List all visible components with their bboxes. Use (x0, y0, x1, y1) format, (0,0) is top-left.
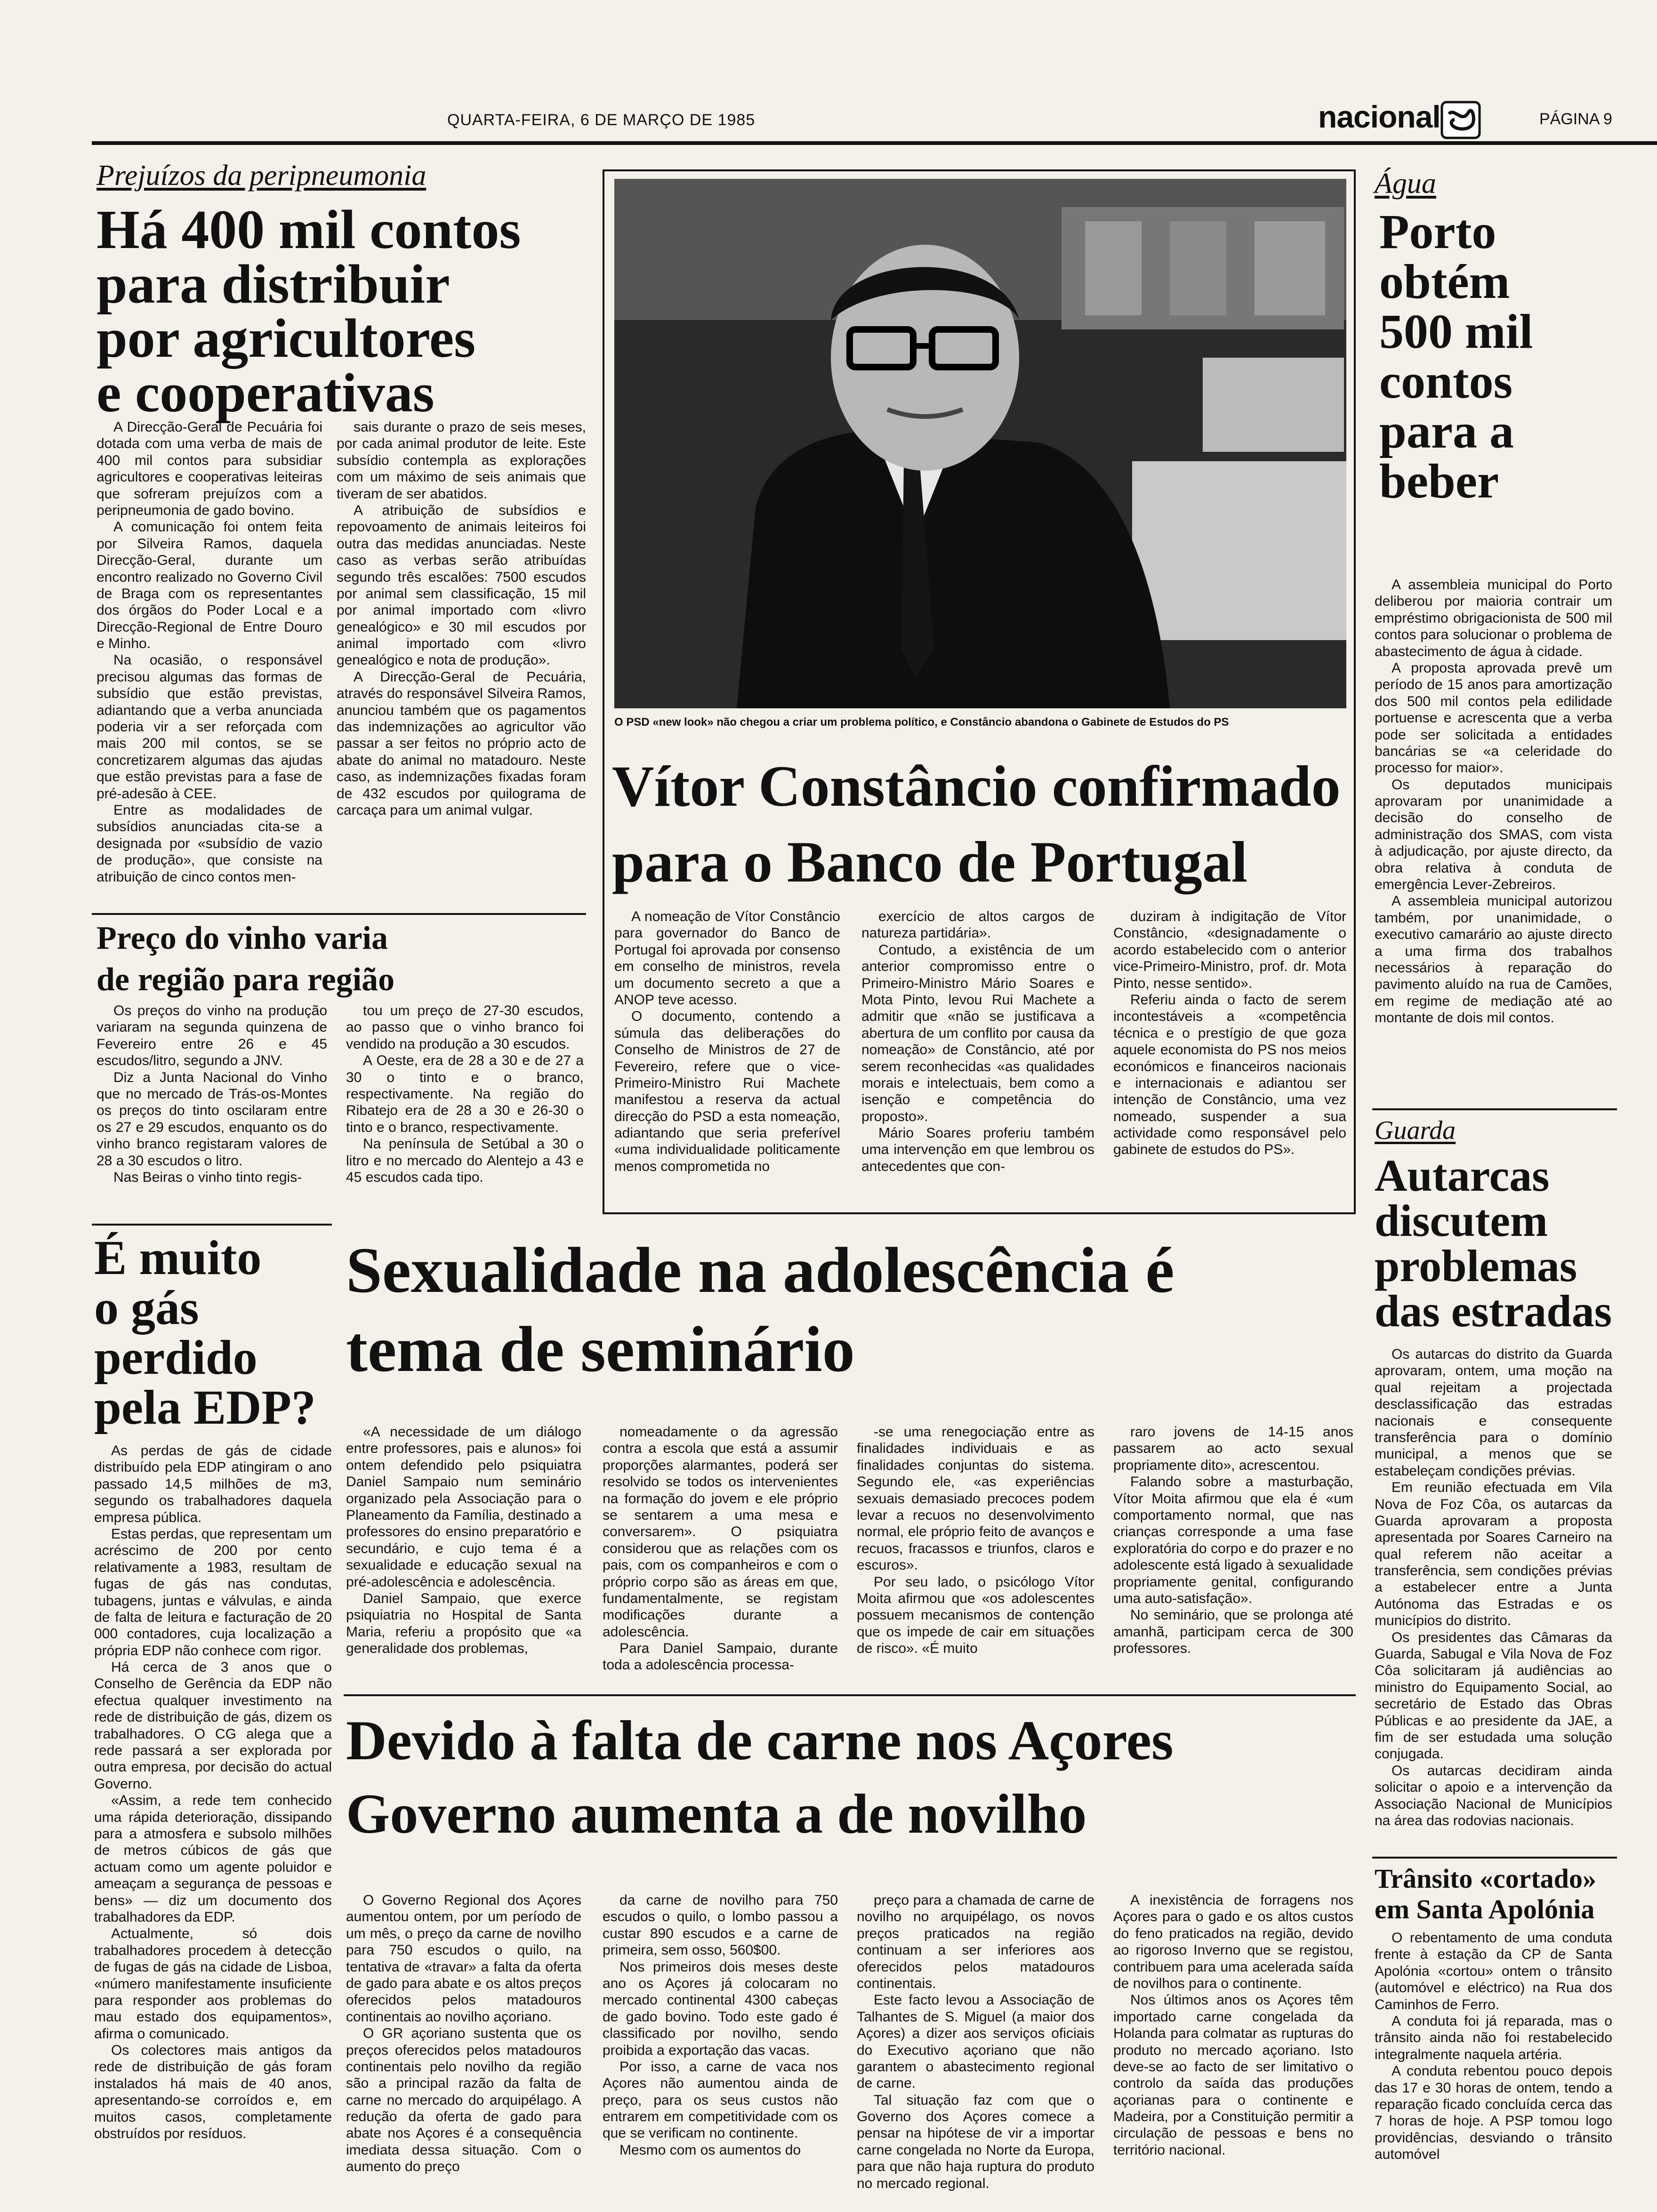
art3-column-1: A nomeação de Vítor Constâncio para governador do Banco de Portugal foi aprovada por consenso em conselho de ministros, revela um documento secreto a que a ANOP teve acesso. O documento, contendo a súmula das deliberações do Conselho de Ministros de 27 de Fevereiro, refere que o vice-Primeiro-Ministro Rui Machete manifestou a reserva da actual direcção do PSD a esta nomeação, adiantando que seria preferível «uma individualidade politicamente menos comprometida no (614, 909, 840, 1174)
art8-column-4: A inexistência de forragens nos Açores para o gado e os altos custos do feno praticados na região, devido ao rigoroso Inverno que se registou, contribuem para uma acelerada saída de novilhos para o continente. Nos últimos anos os Açores têm importado carne congelada da Holanda para colmatar as rupturas do produto no mercado açoriano. Isto deve-se ao facto de ser limitativo o controlo da saída das produções açorianas para o continente e Madeira, por a Constituição permitir a circulação de pessoas e bens no território nacional. (1113, 1892, 1353, 2158)
art1-headline: Há 400 mil contos para distribuir por agricultores e cooperativas (97, 199, 521, 424)
art3-headline: Vítor Constâncio confirmado para o Banco de Portugal (612, 754, 1341, 895)
art8-headline: Devido à falta de carne nos Açores Governo aumenta a de novilho (346, 1709, 1174, 1845)
art5-bottom-rule (1372, 1857, 1617, 1859)
art8-column-1: O Governo Regional dos Açores aumentou ontem, por um período de um mês, o preço da carne de novilho para 750 escudos o quilo, na tentativa de «travar» a falta da oferta de gado para abate e os altos preços oferecidos pelos matadouros continentais ao novilho açoriano. O GR açoriano sustenta que os preços oferecidos pelos matadouros continentais pelo novilho da região são a principal razão da falta de carne no mercado do arquipélago. A redução da oferta de gado para abate nos Açores é a consequência imediata dessa situação. Com o aumento do preço (346, 1892, 581, 2175)
art1-bottom-rule (92, 913, 586, 915)
constancio-photo (614, 179, 1346, 708)
art5-kicker: Guarda (1375, 1116, 1456, 1145)
art7-headline: Sexualidade na adolescência é tema de seminário (346, 1234, 1174, 1386)
art5-body: Os autarcas do distrito da Guarda aprovaram, ontem, uma moção na qual rejeitam a projectada desclassificação das estradas nacionais e consequente transferência para o domínio municipal, a menos que se estabeleçam condições prévias. Em reunião efectuada em Vila Nova de Foz Côa, os autarcas da Guarda aprovaram a proposta apresentada por Soares Carneiro na qual referem não aceitar a transferência, sem condições prévias a estabelecer entre a Junta Autónoma das Estradas e os municípios do distrito. Os presidentes das Câmaras da Guarda, Sabugal e Vila Nova de Foz Côa solicitaram já audiências ao ministro do Equipamento Social, ao secretário de Estado das Obras Públicas e ao presidente da JAE, a fim de ser estudada uma solução conjugada. Os autarcas decidiram ainda solicitar o apoio e a intervenção da Associação Nacional de Municípios na área das rodovias nacionais. (1375, 1346, 1612, 1828)
art7-column-2: nomeadamente o da agressão contra a escola que está a assumir proporções alarmantes, poderá ser resolvido se todos os intervenientes na formação do jovem e ele próprio se sentarem a uma mesa e conversarem». O psiquiatra considerou que as relações com os pais, com os companheiros e com o próprio corpo são as áreas em que, fundamentalmente, se registam modificações durante a adolescência. Para Daniel Sampaio, durante toda a adolescência processa- (603, 1424, 838, 1673)
art8-column-3: preço para a chamada de carne de novilho no arquipélago, os novos preços praticados na região continuam a ser inferiores aos oferecidos pelos matadouros continentais. Este facto levou a Associação de Talhantes de S. Miguel (a maior dos Açores) a dizer aos serviços oficiais do Executivo açoriano que não garantem o abastecimento regional de carne. Tal situação faz com que o Governo dos Açores comece a pensar na hipótese de vir a importar carne congelada no Norte da Europa, para que não haja ruptura do produto no mercado regional. (857, 1892, 1094, 2191)
header-rule (92, 141, 1657, 145)
art5-headline: Autarcas discutem problemas das estradas (1375, 1150, 1612, 1336)
page-number: PÁGINA 9 (1539, 110, 1612, 128)
art1-column-1: A Direcção-Geral de Pecuária foi dotada com uma verba de mais de 400 mil contos para subsidiar agricultores e cooperativas leiteiras que sofreram prejuízos com a peripneumonia de gado bovino. A comunicação foi ontem feita por Silveira Ramos, daquela Direcção-Geral, durante um encontro realizado no Governo Civil de Braga com os representantes dos órgãos do Poder Local e a Direcção-Regional de Entre Douro e Minho. Na ocasião, o responsável precisou algumas das formas de subsídio que estão previstas, adiantando que a verba anunciada poderia vir a ser reforçada com mais 200 mil contos, se se concretizarem algumas das ajudas que estão previstas para a fase de pré-adesão à CEE. Entre as modalidades de subsídios anunciadas cita-se a designada por «subsídio de vazio de produção», que consiste na atribuição de cinco contos men- (97, 419, 322, 885)
art7-bottom-rule (344, 1694, 1356, 1696)
art9-headline: Trânsito «cortado» em Santa Apolónia (1375, 1863, 1596, 1924)
art7-column-1: «A necessidade de um diálogo entre professores, pais e alunos» foi ontem defendido pelo psiquiatra Daniel Sampaio num seminário organizado pela Associação para o Planeamento da Família, destinado a professores do ensino preparatório e secundário, e cujo tema é a sexualidade e educação sexual na pré-adolescência e adolescência. Daniel Sampaio, que exerce psiquiatria no Hospital de Santa Maria, referiu a propósito que «a generalidade dos problemas, (346, 1424, 581, 1657)
art4-kicker: Água (1375, 168, 1436, 200)
art7-column-4: raro jovens de 14-15 anos passarem ao acto sexual propriamente dito», acrescentou. Falando sobre a masturbação, Vítor Moita afirmou que ela é «um comportamento normal, que nas crianças corresponde a uma fase exploratória do corpo e do prazer e no adolescente está ligado à sexualidade propriamente genital, configurando uma auto-satisfação». No seminário, que se prolonga até amanhã, participam cerca de 300 professores. (1113, 1424, 1353, 1657)
art1-kicker: Prejuízos da peripneumonia (97, 160, 426, 192)
art4-body: A assembleia municipal do Porto deliberou por maioria contrair um empréstimo obrigacionista de 500 mil contos para solucionar o problema de abastecimento de água à cidade. A proposta aprovada prevê um período de 15 anos para amortização dos 500 mil contos pela edilidade portuense e acrescenta que a verba pode ser solicitada a entidades bancárias se «a celeridade do processo for maior». Os deputados municipais aprovaram por unanimidade a decisão do conselho de administração dos SMAS, com vista à adjudicação, por ajuste directo, da obra relativa à conduta de emergência Lever-Zebreiros. A assembleia municipal autorizou também, por unanimidade, o executivo camarário ao ajuste directo a uma firma dos trabalhos necessários à reparação do pavimento aluído na rua de Camões, em regime de mediação até ao montante de dois mil contos. (1375, 577, 1612, 1026)
art2-column-2: tou um preço de 27-30 escudos, ao passo que o vinho branco foi vendido na produção a 30 escudos. A Oeste, era de 28 a 30 e de 27 a 30 o tinto e o branco, respectivamente. Na região do Ribatejo era de 28 a 30 e 26-30 o tinto e o branco, respectivamente. Na península de Setúbal a 30 o litro e no mercado do Alentejo a 43 e 45 escudos cada tipo. (346, 1003, 584, 1185)
art2-column-1: Os preços do vinho na produção variaram na segunda quinzena de Fevereiro entre 26 e 45 escudos/litro, segundo a JNV. Diz a Junta Nacional do Vinho que no mercado de Trás-os-Montes os preços do tinto oscilaram entre os 27 e 29 escudos, enquanto os do vinho branco registaram valores de 28 a 30 escudos o litro. Nas Beiras o vinho tinto regis- (97, 1003, 327, 1185)
dn-logo-icon (1440, 101, 1481, 142)
art9-body: O rebentamento de uma conduta frente à estação da CP de Santa Apolónia «cortou» ontem o trânsito (automóvel e eléctrico) na Rua dos Caminhos de Ferro. A conduta foi já reparada, mas o trânsito ainda não foi restabelecido integralmente naquela artéria. A conduta rebentou pouco depois das 17 e 30 horas de ontem, tendo a reparação ficado concluída cerca das 7 horas de hoje. A PSP tomou logo providências, desviando o trânsito automóvel (1375, 1930, 1612, 2163)
art1-column-2: sais durante o prazo de seis meses, por cada animal produtor de leite. Este subsídio contempla as explorações com um máximo de seis animais que tiveram de ser abatidos. A atribuição de subsídios e repovoamento de animais leiteiros foi outra das medidas anunciadas. Neste caso as verbas serão atribuídas segundo três escalões: 7500 escudos por animal sem classificação, 15 mil por animal importado com «livro genealógico» e 30 mil escudos por animal importado com «livro genealógico e nota de produção». A Direcção-Geral de Pecuária, através do responsável Silveira Ramos, anunciou também que os pagamentos das indemnizações ao agricultor vão passar a ser feitos no próprio acto de abate do animal no matadouro. Neste caso, as indemnizações fixadas foram de 432 escudos por quilograma de carcaça para um animal vulgar. (337, 419, 586, 818)
art3-column-2: exercício de altos cargos de natureza partidária». Contudo, a existência de um anterior compromisso entre o Primeiro-Ministro Mário Soares e Mota Pinto, levou Rui Machete a admitir que «não se justificava a abertura de um conflito por causa da nomeação» de Constâncio, até por serem reconhecidas «as qualidades morais e intelectuais, bem como a isenção e competência do proposto». Mário Soares proferiu também uma intervenção em que lembrou os antecedentes que con- (861, 909, 1094, 1174)
photo-caption: O PSD «new look» não chegou a criar um problema político, e Constâncio abandona o Gabinete de Estudos do PS (614, 716, 1229, 729)
issue-date: QUARTA-FEIRA, 6 DE MARÇO DE 1985 (447, 111, 756, 129)
art6-headline: É muito o gás perdido pela EDP? (94, 1231, 316, 1435)
art7-column-3: -se uma renegociação entre as finalidades individuais e as finalidades conjuntas do sistema. Segundo ele, «as experiências sexuais demasiado precoces podem levar a recuos no desenvolvimento normal, ele próprio feito de avanços e recuos, fracassos e triunfos, claros e escuros». Por seu lado, o psicólogo Vítor Moita afirmou que «os adolescentes possuem mecanismos de contenção que os impede de cair em situações de risco». «É muito (857, 1424, 1094, 1657)
art6-top-rule (92, 1224, 332, 1226)
art4-bottom-rule (1372, 1108, 1617, 1110)
art8-column-2: da carne de novilho para 750 escudos o quilo, o lombo passou a custar 890 escudos e a carne de primeira, sem osso, 560$00. Nos primeiros dois meses deste ano os Açores já colocaram no mercado continental 4300 cabeças de gado bovino. Todo este gado é classificado por novilho, sendo proibida a exportação das vacas. Por isso, a carne de vaca nos Açores não aumentou ainda de preço, para os seus custos não entrarem em competitividade com os que se verificam no continente. Mesmo com os aumentos do (603, 1892, 838, 2158)
art6-body: As perdas de gás de cidade distribuído pela EDP atingiram o ano passado 14,5 milhões de m3, segundo os trabalhadores daquela empresa pública. Estas perdas, que representam um acréscimo de 200 por cento relativamente a 1983, resultam de fugas de gás nas condutas, tubagens, juntas e válvulas, e ainda de falta de leitura e facturação de 20 000 contadores, cuja localização a própria EDP não conhece com rigor. Há cerca de 3 anos que o Conselho de Gerência da EDP não efectua qualquer investimento na rede de distribuição de gás, dizem os trabalhadores. O CG alega que a rede passará a ser explorada por outra empresa, por decisão do actual Governo. «Assim, a rede tem conhecido uma rápida deterioração, dissipando para a atmosfera e subsolo milhões de metros cúbicos de gás que actuam como um agente poluidor e ameaçam a segurança de pessoas e bens» — diz um documento dos trabalhadores da EDP. Actualmente, só dois trabalhadores procedem à detecção de fugas de gás na cidade de Lisboa, «número manifestamente insuficiente para responder aos problemas do mau estado dos equipamentos», afirma o comunicado. Os colectores mais antigos da rede de distribuição de gás foram instalados há mais de 40 anos, apresentando-se corroídos e, em muitos casos, completamente obstruídos por resíduos. (94, 1443, 332, 2142)
section-name: nacional (1318, 99, 1440, 134)
art3-column-3: duziram à indigitação de Vítor Constâncio, «designadamente o acordo estabelecido com o anterior vice-Primeiro-Ministro, prof. dr. Mota Pinto, nesse sentido». Referiu ainda o facto de serem incontestáveis a «competência técnica e o prestígio de que goza aquele economista do PS nos meios económicos e financeiros nacionais e internacionais e adiantou ser intenção de Constâncio, uma vez nomeado, suspender a sua actividade como responsável pelo gabinete de estudos do PS». (1113, 909, 1346, 1158)
art2-headline: Preço do vinho varia de região para região (97, 920, 395, 998)
art4-headline: Porto obtém 500 mil contos para a beber (1379, 205, 1533, 509)
